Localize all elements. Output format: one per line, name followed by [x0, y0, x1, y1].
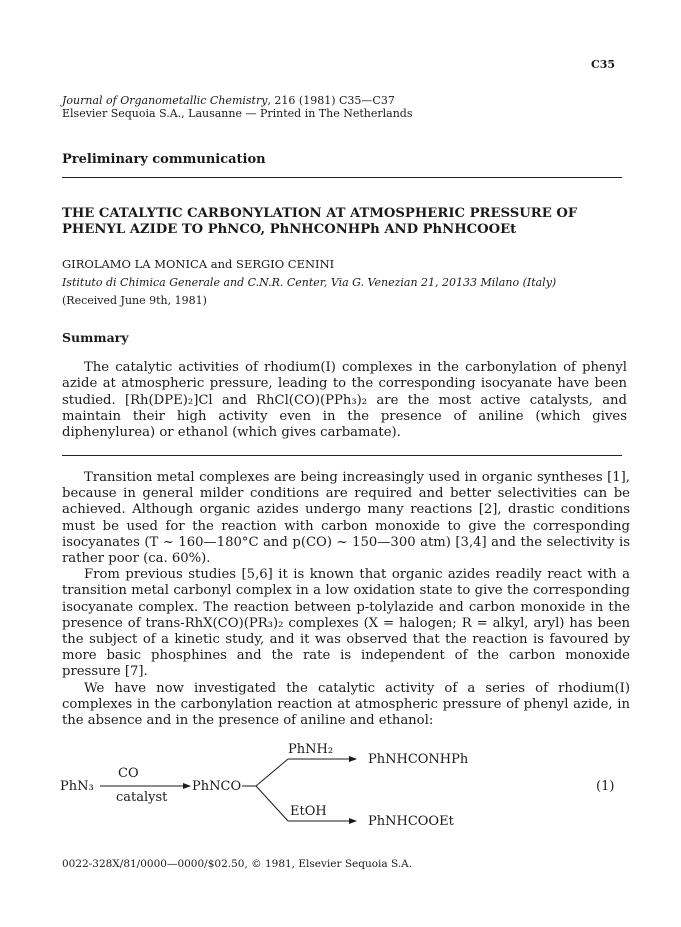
journal-citation: , 216 (1981) C35—C37 [267, 94, 395, 107]
summary-paragraph: The catalytic activities of rhodium(I) complexes in the carbonylation of phenyl azide at atmospheric pressure, leading to the corresponding isocyanate have been studied. [Rh(DPE)₂]Cl and RhCl(CO)(PPh₃)₂ are the most active catalysts, and maintain their high activity even in the presence of aniline (which gives diphenylurea) or ethanol (which gives carbamate). [62, 360, 627, 441]
footer-copyright: 0022-328X/81/0000—0000/$02.50, © 1981, Elsevier Sequoia S.A. [62, 858, 413, 870]
affiliation: Istituto di Chimica Generale and C.N.R. Center, Via G. Venezian 21, 20133 Milano (Italy) [62, 276, 557, 289]
received-date: (Received June 9th, 1981) [62, 294, 207, 307]
page-code: C35 [590, 58, 615, 71]
scheme-branch-top-product: PhNHCONHPh [368, 752, 469, 767]
scheme-branch-up [256, 759, 288, 786]
body-paragraph-3: We have now investigated the catalytic activity of a series of rhodium(I) complexes in the carbonylation reaction at atmospheric pressure of phenyl azide, in the absence and in the presence of aniline and ethanol: [62, 680, 630, 729]
scheme-reagent-bottom: catalyst [116, 790, 168, 805]
body-text [62, 470, 630, 729]
scheme-branch-bottom-reagent: EtOH [290, 804, 327, 819]
section-label: Preliminary communication [62, 152, 266, 167]
journal-publisher: Elsevier Sequoia S.A., Lausanne — Printed in The Netherlands [62, 107, 413, 120]
summary-text [62, 360, 627, 441]
journal-name: Journal of Organometallic Chemistry [62, 94, 268, 107]
body-paragraph-2: From previous studies [5,6] it is known that organic azides readily react with a transition metal carbonyl complex in a low oxidation state to give the corresponding isocyanate complex. The reaction between p-tolylazide and carbon monoxide in the presence of trans-RhX(CO)(PR₃)₂ complexes (X = halogen; R = alkyl, aryl) has been the subject of a kinetic study, and it was observed that the reaction is favoured by more basic phosphines and the rate is independent of the carbon monoxide pressure [7]. [62, 567, 630, 680]
scheme-branch-top-reagent: PhNH₂ [288, 742, 334, 757]
equation-number: (1) [596, 779, 615, 794]
article-title: THE CATALYTIC CARBONYLATION AT ATMOSPHERIC PRESSURE OF PHENYL AZIDE TO PhNCO, PhNHCONHPh AND PhNHCOOEt [62, 206, 578, 237]
reaction-scheme [56, 735, 626, 845]
journal-header [62, 94, 622, 120]
summary-rule [62, 455, 622, 456]
authors: GIROLAMO LA MONICA and SERGIO CENINI [62, 257, 335, 271]
scheme-branch-bottom-product: PhNHCOOEt [368, 814, 454, 829]
scheme-branch-down [256, 786, 288, 821]
summary-heading: Summary [62, 330, 129, 345]
top-rule [62, 177, 622, 178]
scheme-reactant: PhN₃ [60, 779, 94, 794]
scheme-intermediate: PhNCO [192, 779, 242, 794]
body-paragraph-1: Transition metal complexes are being increasingly used in organic syntheses [1], because in general milder conditions are required and better selectivities can be achieved. Although organic azides undergo many reactions [2], drastic conditions must be used for the reaction with carbon monoxide to give the corresponding isocyanates (T ~ 160—180°C and p(CO) ~ 150—300 atm) [3,4] and the selectivity is rather poor (ca. 60%). [62, 470, 630, 567]
scheme-reagent-top: CO [118, 766, 139, 781]
